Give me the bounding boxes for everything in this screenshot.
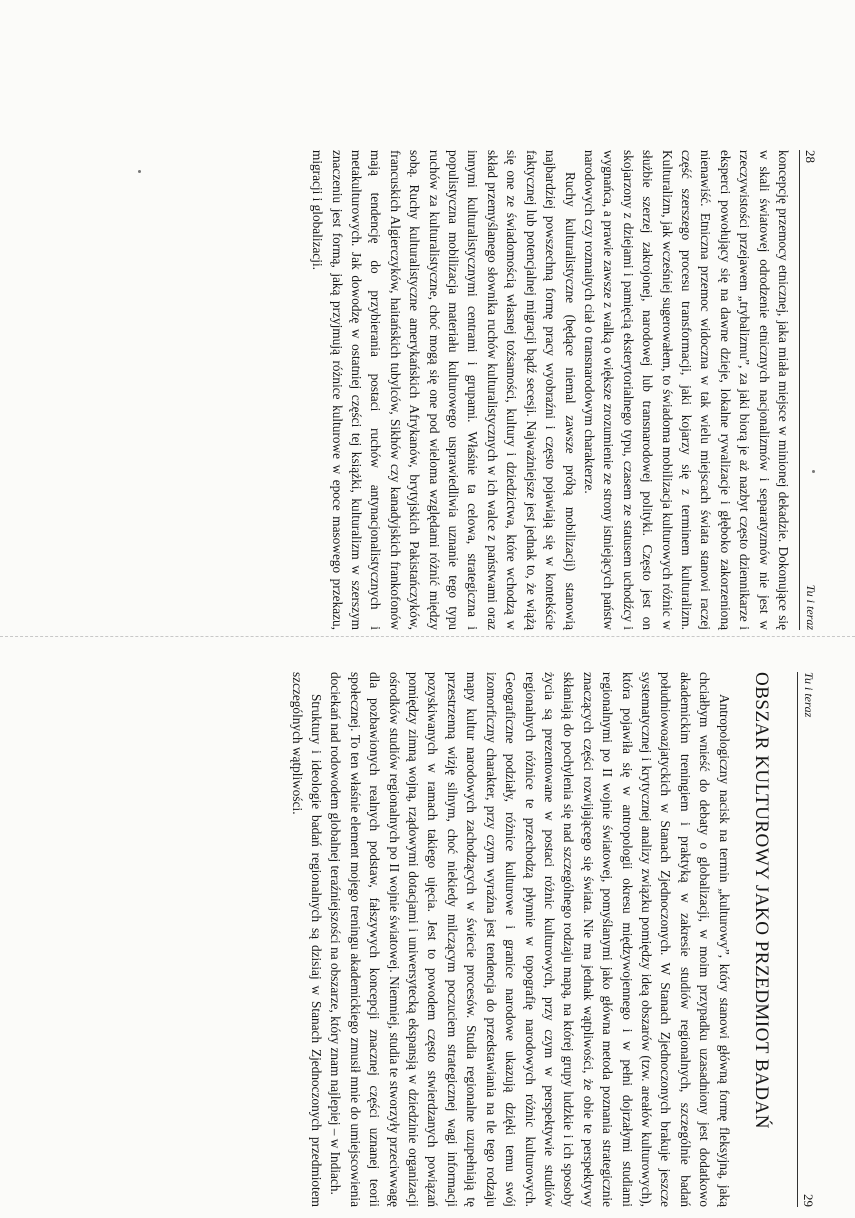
page-number: 29: [801, 1194, 816, 1207]
left-page-rotated: [122, 150, 822, 630]
page-number: 28: [803, 150, 818, 163]
left-running-head: [799, 150, 822, 630]
chapter-title: OBSZAR KULTUROWY JAKO PRZEDMIOT BADAŃ: [751, 672, 772, 1129]
paragraph: Ruchy kulturalistyczne (będące niemal zawsze próbą mobilizacji) stanowią najbardziej powszechną formę pracy wyobraźni i często pojawiają się w kontekście faktycznej lub potencjalnej migracji bądź secesji. Najważniejsze jest jednak to, że wiążą się one ze świadomością własnej tożsamości, kultury i dziedzictwa, które wchodzą w skład przemyślanego słownika ruchów kulturalistycznych w ich walce z państwami oraz innymi kulturalistycznymi centrami i grupami. Właśnie ta celowa, strategiczna i populistyczna mobilizacja materiału kulturowego usprawiedliwia uznanie tego typu ruchów za kulturalistyczne, choć mogą się one pod wieloma względami różnić między sobą. Ruchy kulturalistyczne amerykańskich Afrykanów, brytyjskich Pakistańczyków, francuskich Algierczyków, haitańskich tubylców, Sikhów czy kanadyjskich frankofonów mają tendencję do przybierania postaci ruchów antynacjonalistycznych i metakulturowych. Jak dowodzę w ostatniej części tej książki, kulturalizm w szerszym znaczeniu jest formą, jaką przyjmują różnice kulturowe w epoce masowego przekazu, migracji i globalizacji.: [310, 150, 578, 630]
running-title: Tu i teraz: [804, 584, 818, 630]
running-title: Tu i teraz: [802, 672, 816, 718]
page-fold-line: [0, 636, 855, 637]
right-page-rotated: [120, 672, 820, 1207]
paragraph: Struktury i ideologie badań regionalnych są dzisiaj w Stanach Zjednoczonych przedmiotem szczególnych wątpliwości.: [289, 672, 325, 1207]
paragraph: Antropologiczny nacisk na termin „kulturowy”, który stanowi główną formę fleksyjną, jaką chciałbym wnieść do debaty o globalizacji, w moim przypadku uzasadniony jest dodatkowo akademickim treningiem i praktyką w zakresie studiów regionalnych, szczególnie badań południowoazjatyckich w Stanach Zjednoczonych. W Stanach Zjednoczonych brakuje jeszcze systematycznej i krytycznej analizy związku pomiędzy ideą obszarów (tzw. areałów kulturowych), która pojawiła się w antropologii okresu międzywojennego i w pełni dojrzałymi studiami regionalnymi po II wojnie światowej, pomyślanymi jako główna metoda poznania strategicznie znaczących części rozwijającego się świata. Nie ma jednak wątpliwości, że obie te perspektywy skłaniają do pochylenia się nad szczególnego rodzaju mapą, na której grupy ludzkie i ich sposoby życia są prezentowane w postaci różnic kulturowych, przy czym w perspektywie studiów regionalnych różnice te przechodzą płynnie w topografię narodowych różnic kulturowych. Geograficzne podziały, różnice kulturowe i granice narodowe ukazują dzięki temu swój izomorficzny charakter, przy czym wyraźna jest tendencja do przedstawiania na tle tego rodzaju mapy kultur narodowych zachodzących w świecie procesów. Studia regionalne uzupełniają tę przestrzenną wizję silnym, choć niekiedy milczącym poczuciem strategicznej wagi informacji pozyskiwanych w ramach takiego ujęcia. Jest to powodem często stwierdzanych powiązań pomiędzy zimną wojną, rządowymi dotacjami i uniwersytecką ekspansją w dziedzinie organizacji ośrodków studiów regionalnych po II wojnie światowej. Niemniej, studia te stworzyły przeciwwagę dla pozbawionych realnych podstaw, fałszywych koncepcji znacznej części uznanej teorii społecznej. To ten właśnie element mojego treningu akademickiego zmusił mnie do umiejscowienia dociekań nad rodowodem globalnej teraźniejszości na obszarze, który znam najlepiej – w Indiach.: [328, 672, 732, 1207]
right-running-head: [797, 672, 820, 1207]
paragraph: koncepcję przemocy etnicznej, jaka miała miejsce w minionej dekadzie. Dokonujące się w skali światowej odrodzenie etnicznych nacjonalizmów i separatyzmów nie jest w rzeczywistości przejawem „trybalizmu”, za jaki biorą je aż nazbyt często dziennikarze i eksperci powołujący się na dawne dzieje, lokalne rywalizacje i głęboko zakorzenioną nienawiść. Etniczna przemoc widoczna w tak wielu miejscach świata stanowi raczej część szerszego procesu transformacji, jaki kojarzy się z terminem kulturalizm. Kulturalizm, jak wcześniej sugerowałem, to świadoma mobilizacja kulturowych różnic w służbie szerzej zakrojonej, narodowej lub transnarodowej polityki. Często jest on skojarzony z dziejami i pamięcią eksterytorialnego typu, czasem ze statusem uchodźcy i wygnańca, a prawie zawsze z walką o większe zrozumienie ze strony istniejących państw narodowych czy rozmaitych ciał o transnarodowym charakterze.: [581, 150, 791, 630]
